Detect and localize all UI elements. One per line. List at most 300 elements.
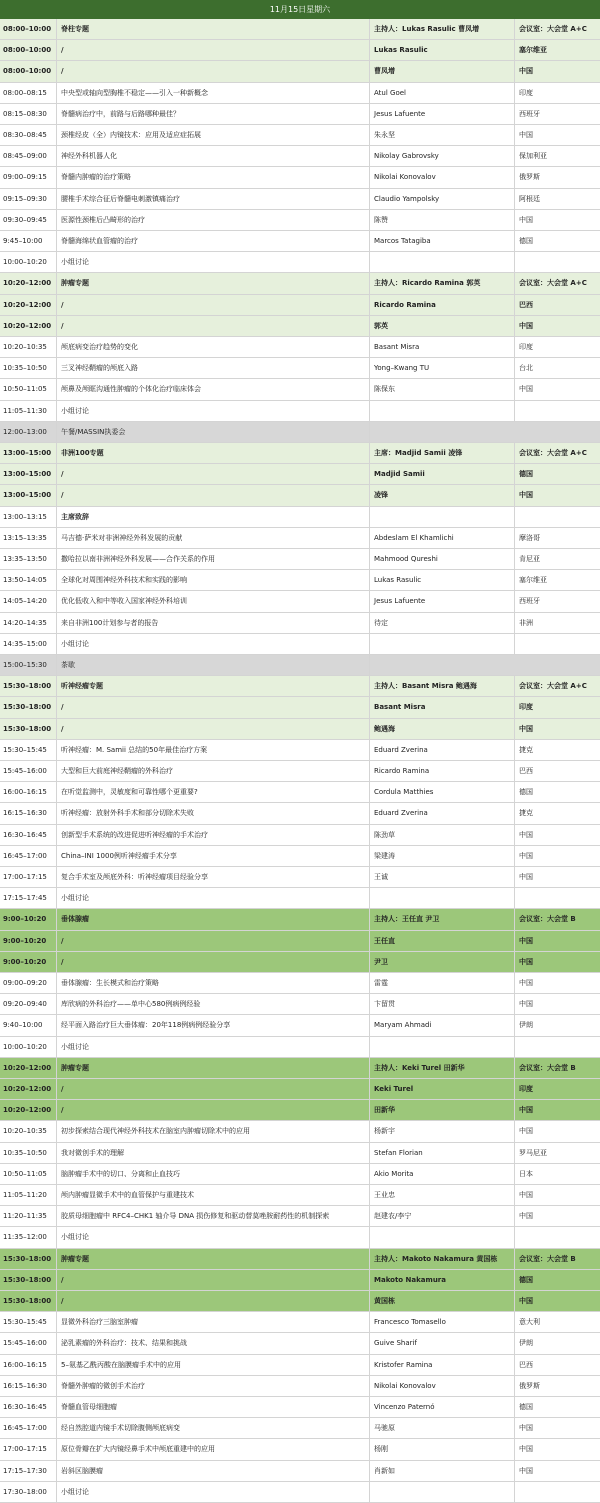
table-row [0, 867, 600, 888]
country-cell: 印度 [519, 343, 533, 351]
time-cell: 10:20–12:00 [0, 1058, 57, 1078]
country-cell [515, 1482, 600, 1502]
country-cell: 中国 [519, 936, 533, 945]
session-header-row [0, 931, 600, 952]
topic-cell: / [57, 316, 370, 336]
time-cell: 11:05–11:20 [0, 1185, 57, 1205]
table-row [0, 1439, 600, 1460]
topic-cell: 小组讨论 [57, 1037, 370, 1057]
country-cell: 德国 [519, 237, 533, 245]
country-cell: 西班牙 [519, 597, 540, 606]
table-row [0, 634, 600, 655]
time-cell: 13:00–15:00 [0, 485, 57, 505]
time-cell: 15:30–18:00 [0, 697, 57, 717]
table-row [0, 1355, 600, 1376]
country-cell: 中国 [519, 851, 533, 860]
speaker-cell: Akio Morita [370, 1164, 515, 1184]
time-cell: 15:30–18:00 [0, 1270, 57, 1290]
table-row [0, 189, 600, 210]
time-cell: 13:50–14:05 [0, 570, 57, 590]
time-cell: 08:00–10:00 [0, 61, 57, 81]
time-cell: 17:15–17:45 [0, 888, 57, 908]
table-row [0, 1461, 600, 1482]
country-cell: 中国 [519, 1191, 533, 1199]
speaker-cell: Ricardo Ramina [370, 761, 515, 781]
speaker-cell: 主持人：Lukas Rasulic 曹凤增 [370, 19, 515, 39]
time-cell: 08:00–10:00 [0, 19, 57, 39]
country-cell: 会议室：大会堂 A+C [519, 279, 587, 288]
session-header-row [0, 952, 600, 973]
table-row [0, 1015, 600, 1036]
table-row [0, 337, 600, 358]
topic-cell: 复合手术室及颅底外科：听神经瘤项目经验分享 [57, 867, 370, 887]
time-cell: 10:35–10:50 [0, 358, 57, 378]
table-row [0, 528, 600, 549]
speaker-cell: 朱永坚 [370, 125, 515, 145]
table-row [0, 401, 600, 422]
speaker-cell: Jesus Lafuente [370, 104, 515, 124]
topic-cell: 经平面入路治疗巨大垂体瘤：20年118例病例经验分享 [57, 1015, 370, 1035]
topic-cell: 库欣病的外科治疗——单中心580例病例经验 [57, 994, 370, 1014]
topic-cell: 脊髓外肿瘤的微创手术治疗 [57, 1376, 370, 1396]
time-cell: 10:20–12:00 [0, 295, 57, 315]
country-cell [515, 401, 600, 421]
speaker-cell: 肖新如 [370, 1461, 515, 1481]
topic-cell: 听神经瘤专题 [57, 676, 370, 696]
session-header-row [0, 443, 600, 464]
time-cell: 10:20–10:35 [0, 1121, 57, 1141]
session-header-row [0, 40, 600, 61]
topic-cell: 肿瘤专题 [57, 273, 370, 293]
table-row [0, 1121, 600, 1142]
time-cell: 16:15–16:30 [0, 803, 57, 823]
table-row [0, 825, 600, 846]
time-cell: 9:00–10:20 [0, 952, 57, 972]
topic-cell: 小组讨论 [57, 1227, 370, 1247]
time-cell: 16:00–16:15 [0, 782, 57, 802]
topic-cell: 中央型或轴向型胸椎不稳定——引入一种新概念 [57, 83, 370, 103]
time-cell: 17:00–17:15 [0, 867, 57, 887]
time-cell: 13:00–13:15 [0, 507, 57, 527]
time-cell: 11:05–11:30 [0, 401, 57, 421]
country-cell: 中国 [519, 1297, 533, 1305]
country-cell: 德国 [519, 1275, 533, 1284]
topic-cell: / [57, 485, 370, 505]
table-row [0, 83, 600, 104]
time-cell: 13:00–15:00 [0, 443, 57, 463]
country-cell: 中国 [519, 1106, 533, 1115]
topic-cell: 垂体腺瘤：生长模式和治疗策略 [57, 973, 370, 993]
table-row [0, 252, 600, 273]
topic-cell: 小组讨论 [57, 401, 370, 421]
time-cell: 10:20–10:35 [0, 337, 57, 357]
speaker-cell: 凌锋 [370, 485, 515, 505]
speaker-cell: 主持人：Ricardo Ramina 郭英 [370, 273, 515, 293]
speaker-cell: 陈劲草 [370, 825, 515, 845]
speaker-cell [370, 1227, 515, 1247]
time-cell: 08:00–08:15 [0, 83, 57, 103]
topic-cell: / [57, 697, 370, 717]
topic-cell: China–INI 1000例听神经瘤手术分享 [57, 846, 370, 866]
topic-cell: 小组讨论 [57, 634, 370, 654]
topic-cell: 马吉德·萨米对非洲神经外科发展的贡献 [57, 528, 370, 548]
speaker-cell: 尹卫 [370, 952, 515, 972]
topic-cell: 脊髓海绵状血管瘤的治疗 [57, 231, 370, 251]
topic-cell: 全球化对周围神经外科技术和实践的影响 [57, 570, 370, 590]
country-cell [515, 1037, 600, 1057]
session-header-row [0, 909, 600, 930]
country-cell: 印度 [519, 88, 533, 97]
country-cell: 中国 [519, 215, 533, 224]
time-cell: 10:50–11:05 [0, 379, 57, 399]
topic-cell: / [57, 952, 370, 972]
topic-cell: 腰椎手术综合征后脊髓电刺激镇痛治疗 [57, 189, 370, 209]
country-cell: 中国 [519, 385, 533, 394]
country-cell [515, 507, 600, 527]
speaker-cell: 王任直 [370, 931, 515, 951]
speaker-cell: 王业忠 [370, 1185, 515, 1205]
country-cell [515, 1227, 600, 1247]
table-row [0, 1312, 600, 1333]
table-row [0, 146, 600, 167]
session-header-row [0, 61, 600, 82]
time-cell: 16:30–16:45 [0, 825, 57, 845]
country-cell: 巴西 [519, 1360, 533, 1369]
time-cell: 10:00–10:20 [0, 252, 57, 272]
country-cell: 保加利亚 [519, 152, 547, 161]
country-cell: 德国 [519, 1403, 533, 1411]
speaker-cell: Basant Misra [370, 337, 515, 357]
topic-cell: / [57, 1270, 370, 1290]
topic-cell: / [57, 464, 370, 484]
time-cell: 15:45–16:00 [0, 761, 57, 781]
speaker-cell: 曹凤增 [370, 61, 515, 81]
topic-cell: 优化低收入和中等收入国家神经外科培训 [57, 591, 370, 611]
time-cell: 16:15–16:30 [0, 1376, 57, 1396]
table-row [0, 1397, 600, 1418]
time-cell: 14:35–15:00 [0, 634, 57, 654]
country-cell: 中国 [519, 724, 533, 733]
topic-cell: / [57, 1100, 370, 1120]
speaker-cell: 主席：Madjid Samii 凌锋 [370, 443, 515, 463]
time-cell: 16:45–17:00 [0, 846, 57, 866]
table-row [0, 1206, 600, 1227]
country-cell [515, 888, 600, 908]
speaker-cell [370, 888, 515, 908]
topic-cell: 颈椎经皮（全）内镜技术：应用及适应症拓展 [57, 125, 370, 145]
speaker-cell: Lukas Rasulic [370, 40, 515, 60]
topic-cell: 脊髓内肿瘤的治疗策略 [57, 167, 370, 187]
country-cell: 巴西 [519, 767, 533, 775]
time-cell: 15:30–18:00 [0, 1291, 57, 1311]
speaker-cell: 待定 [370, 613, 515, 633]
country-cell: 德国 [519, 470, 533, 479]
topic-cell: 主席致辞 [57, 507, 370, 527]
topic-cell: 脊髓血管母细胞瘤 [57, 1397, 370, 1417]
country-cell: 西班牙 [519, 109, 540, 118]
time-cell: 10:50–11:05 [0, 1164, 57, 1184]
speaker-cell [370, 252, 515, 272]
speaker-cell: 杨刚 [370, 1439, 515, 1459]
country-cell: 会议室：大会堂 B [519, 1254, 576, 1263]
country-cell: 摩洛哥 [519, 533, 540, 542]
time-cell: 13:00–15:00 [0, 464, 57, 484]
table-row [0, 1143, 600, 1164]
topic-cell: 小组讨论 [57, 1482, 370, 1502]
topic-cell: 初步探索结合现代神经外科技术在脑室内肿瘤切除术中的应用 [57, 1121, 370, 1141]
country-cell: 台北 [519, 364, 533, 373]
topic-cell: 创新型手术系统的改进促进听神经瘤的手术治疗 [57, 825, 370, 845]
speaker-cell: Vincenzo Paternó [370, 1397, 515, 1417]
country-cell: 塞尔维亚 [519, 576, 547, 585]
time-cell: 10:20–12:00 [0, 1100, 57, 1120]
country-cell: 中国 [519, 67, 533, 76]
topic-cell: / [57, 719, 370, 739]
country-cell: 中国 [519, 1127, 533, 1136]
session-header-row [0, 464, 600, 485]
table-row [0, 358, 600, 379]
schedule-title: 11月15日星期六 [0, 0, 600, 19]
topic-cell: 我对微创手术的理解 [57, 1143, 370, 1163]
topic-cell: 肿瘤专题 [57, 1249, 370, 1269]
country-cell: 伊朗 [519, 1021, 533, 1030]
topic-cell: 脊柱专题 [57, 19, 370, 39]
country-cell: 会议室：大会堂 B [519, 1063, 576, 1072]
topic-cell: 在听觉监测中，灵敏度和可靠性哪个更重要? [57, 782, 370, 802]
session-header-row [0, 1058, 600, 1079]
topic-cell: / [57, 1291, 370, 1311]
topic-cell: 小组讨论 [57, 252, 370, 272]
speaker-cell: 黄国栋 [370, 1291, 515, 1311]
time-cell: 9:45–10:00 [0, 231, 57, 251]
speaker-cell: 雷霆 [370, 973, 515, 993]
speaker-cell: Nikolai Konovalov [370, 1376, 515, 1396]
session-header-row [0, 719, 600, 740]
topic-cell: 岩斜区脑膜瘤 [57, 1461, 370, 1481]
speaker-cell: Stefan Florian [370, 1143, 515, 1163]
time-cell: 08:00–10:00 [0, 40, 57, 60]
speaker-cell: 王诚 [370, 867, 515, 887]
speaker-cell: 陈赞 [370, 210, 515, 230]
speaker-cell: Francesco Tomasello [370, 1312, 515, 1332]
speaker-cell: 鲍遇海 [370, 719, 515, 739]
time-cell: 09:00–09:20 [0, 973, 57, 993]
country-cell: 会议室：大会堂 A+C [519, 25, 587, 33]
session-header-row [0, 697, 600, 718]
country-cell: 日本 [519, 1169, 533, 1178]
time-cell: 09:15–09:30 [0, 189, 57, 209]
speaker-cell [370, 634, 515, 654]
country-cell: 会议室：大会堂 A+C [519, 682, 587, 691]
table-row [0, 549, 600, 570]
country-cell: 中国 [519, 131, 533, 139]
country-cell: 中国 [519, 1445, 533, 1454]
time-cell: 16:45–17:00 [0, 1418, 57, 1438]
speaker-cell: Mahmood Qureshi [370, 549, 515, 569]
table-row [0, 1376, 600, 1397]
table-row [0, 104, 600, 125]
table-row [0, 803, 600, 824]
time-cell: 15:30–15:45 [0, 1312, 57, 1332]
country-cell: 德国 [519, 788, 533, 797]
speaker-cell: Eduard Zverina [370, 740, 515, 760]
break-row [0, 422, 600, 443]
speaker-cell [370, 1482, 515, 1502]
time-cell: 15:30–15:45 [0, 740, 57, 760]
speaker-cell: 主持人：王任直 尹卫 [370, 909, 515, 929]
country-cell: 中国 [519, 1000, 533, 1009]
time-cell: 09:00–09:15 [0, 167, 57, 187]
time-cell: 9:00–10:20 [0, 909, 57, 929]
topic-cell: 撒哈拉以南非洲神经外科发展——合作关系的作用 [57, 549, 370, 569]
speaker-cell: Guive Sharif [370, 1333, 515, 1353]
topic-cell: 显微外科治疗三脑室肿瘤 [57, 1312, 370, 1332]
table-row [0, 994, 600, 1015]
country-cell: 印度 [519, 703, 533, 712]
topic-cell: / [57, 295, 370, 315]
table-row [0, 1418, 600, 1439]
speaker-cell [370, 1037, 515, 1057]
session-header-row [0, 676, 600, 697]
speaker-cell: Atul Goel [370, 83, 515, 103]
time-cell: 9:00–10:20 [0, 931, 57, 951]
table-row [0, 1333, 600, 1354]
break-row [0, 655, 600, 676]
time-cell: 13:35–13:50 [0, 549, 57, 569]
speaker-cell: Madjid Samii [370, 464, 515, 484]
country-cell: 中国 [519, 1466, 533, 1475]
time-cell: 14:05–14:20 [0, 591, 57, 611]
table-row [0, 507, 600, 528]
speaker-cell: Lukas Rasulic [370, 570, 515, 590]
topic-cell: 泌乳素瘤的外科治疗：技术、结果和挑战 [57, 1333, 370, 1353]
topic-cell: / [57, 61, 370, 81]
session-header-row [0, 1079, 600, 1100]
speaker-cell: Kristofer Ramina [370, 1355, 515, 1375]
time-cell: 09:20–09:40 [0, 994, 57, 1014]
time-cell: 11:35–12:00 [0, 1227, 57, 1247]
country-cell [515, 422, 600, 442]
table-row [0, 1185, 600, 1206]
time-cell: 08:45–09:00 [0, 146, 57, 166]
speaker-cell: 郭英 [370, 316, 515, 336]
speaker-cell: 主持人：Basant Misra 鲍遇海 [370, 676, 515, 696]
table-row [0, 1037, 600, 1058]
table-row [0, 973, 600, 994]
table-row [0, 782, 600, 803]
country-cell: 巴西 [519, 300, 533, 309]
topic-cell: 脑肿瘤手术中的切口、分离和止血技巧 [57, 1164, 370, 1184]
country-cell: 中国 [519, 957, 533, 966]
country-cell: 捷克 [519, 809, 533, 818]
country-cell: 捷克 [519, 745, 533, 754]
table-row [0, 379, 600, 400]
topic-cell: 非洲100专题 [57, 443, 370, 463]
time-cell: 08:15–08:30 [0, 104, 57, 124]
topic-cell: 5–氨基乙酰丙酸在脑膜瘤手术中的应用 [57, 1355, 370, 1375]
time-cell: 10:35–10:50 [0, 1143, 57, 1163]
time-cell: 14:20–14:35 [0, 613, 57, 633]
speaker-cell: Keki Turel [370, 1079, 515, 1099]
table-row [0, 231, 600, 252]
speaker-cell: Maryam Ahmadi [370, 1015, 515, 1035]
session-header-row [0, 1100, 600, 1121]
table-row [0, 167, 600, 188]
topic-cell: / [57, 931, 370, 951]
country-cell: 中国 [519, 873, 533, 881]
time-cell: 13:15–13:35 [0, 528, 57, 548]
country-cell: 伊朗 [519, 1339, 533, 1348]
time-cell: 10:20–12:00 [0, 1079, 57, 1099]
speaker-cell: 杨新宇 [370, 1121, 515, 1141]
time-cell: 15:30–18:00 [0, 676, 57, 696]
time-cell: 08:30–08:45 [0, 125, 57, 145]
time-cell: 15:45–16:00 [0, 1333, 57, 1353]
table-row [0, 740, 600, 761]
topic-cell: 茶歇 [57, 655, 370, 675]
topic-cell: 小组讨论 [57, 888, 370, 908]
time-cell: 17:15–17:30 [0, 1461, 57, 1481]
country-cell: 塞尔维亚 [519, 46, 547, 55]
country-cell: 中国 [519, 1424, 533, 1433]
time-cell: 15:00–15:30 [0, 655, 57, 675]
topic-cell: 颅鼻及颅眶沟通性肿瘤的个体化治疗临床体会 [57, 379, 370, 399]
country-cell: 肯尼亚 [519, 555, 540, 563]
country-cell: 罗马尼亚 [519, 1148, 547, 1157]
table-row [0, 1227, 600, 1248]
table-row [0, 591, 600, 612]
topic-cell: 三叉神经鞘瘤的颅底入路 [57, 358, 370, 378]
topic-cell: 颅底病变治疗趋势的变化 [57, 337, 370, 357]
country-cell: 阿根廷 [519, 194, 540, 203]
topic-cell: 午餐/MASSIN执委会 [57, 422, 370, 442]
time-cell: 11:20–11:35 [0, 1206, 57, 1226]
speaker-cell: Yong–Kwang TU [370, 358, 515, 378]
speaker-cell: 梁建涛 [370, 846, 515, 866]
speaker-cell: Marcos Tatagiba [370, 231, 515, 251]
speaker-cell [370, 655, 515, 675]
speaker-cell: Eduard Zverina [370, 803, 515, 823]
topic-cell: 神经外科机器人化 [57, 146, 370, 166]
country-cell: 印度 [519, 1085, 533, 1093]
speaker-cell: 主持人：Makoto Nakamura 黄国栋 [370, 1249, 515, 1269]
topic-cell: 颅内肿瘤显微手术中的血管保护与重建技术 [57, 1185, 370, 1205]
country-cell: 俄罗斯 [519, 173, 540, 182]
speaker-cell: Nikolai Konovalov [370, 167, 515, 187]
time-cell: 10:00–10:20 [0, 1037, 57, 1057]
speaker-cell: 赵建农/李宁 [370, 1206, 515, 1226]
topic-cell: 胶质母细胞瘤中 RFC4–CHK1 轴介导 DNA 损伤修复和驱动替莫唑胺耐药性的机制探索 [57, 1206, 370, 1226]
country-cell [515, 634, 600, 654]
time-cell: 17:00–17:15 [0, 1439, 57, 1459]
topic-cell: / [57, 1079, 370, 1099]
time-cell: 16:30–16:45 [0, 1397, 57, 1417]
country-cell: 中国 [519, 979, 533, 987]
topic-cell: / [57, 40, 370, 60]
topic-cell: 脊髓病治疗中，前路与后路哪种最佳？ [57, 104, 370, 124]
speaker-cell: Jesus Lafuente [370, 591, 515, 611]
session-header-row [0, 19, 600, 40]
speaker-cell: 陈保东 [370, 379, 515, 399]
speaker-cell: 卞留贯 [370, 994, 515, 1014]
topic-cell: 垂体腺瘤 [57, 909, 370, 929]
time-cell: 15:30–18:00 [0, 1249, 57, 1269]
topic-cell: 来自非洲100计划参与者的报告 [57, 613, 370, 633]
topic-cell: 原位骨瓣在扩大内镜经鼻手术中颅底重建中的应用 [57, 1439, 370, 1459]
country-cell: 中国 [519, 491, 533, 500]
speaker-cell: 主持人：Keki Turel 田新华 [370, 1058, 515, 1078]
time-cell: 10:20–12:00 [0, 316, 57, 336]
